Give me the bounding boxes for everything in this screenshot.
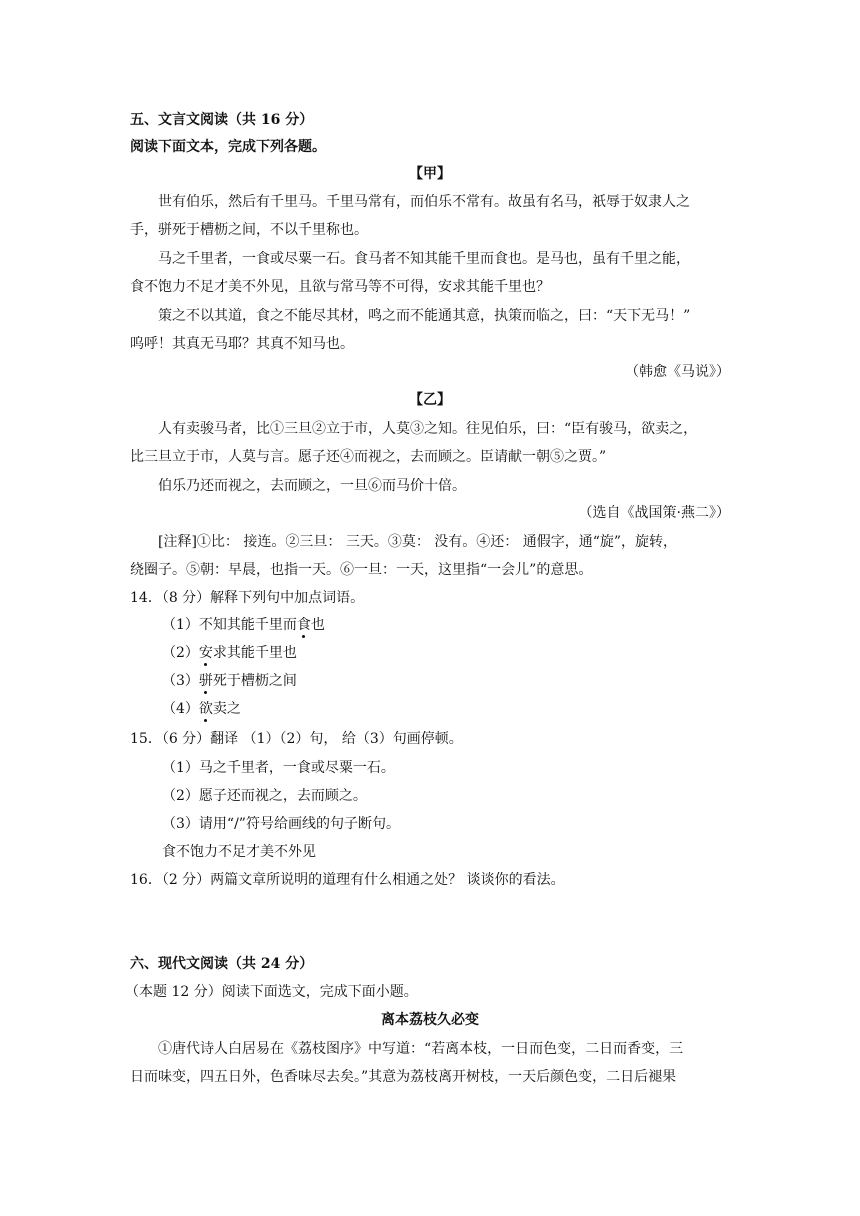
- question-14-stem: 14．（8 分）解释下列句中加点词语。: [130, 590, 365, 606]
- sentence-to-punctuate: 食不饱力不足才美不外见: [162, 844, 316, 860]
- jia-p3-line2: 呜呼！其真无马耶？其真不知马也。: [130, 336, 354, 352]
- article-p1-line2: 日而味变，四五日外，色香味尽去矣。”其意为荔枝离开树枝，一天后颜色变，二日后褪果: [130, 1069, 677, 1085]
- passage-jia-label: 【甲】: [409, 166, 451, 182]
- question-14-item-3: [162, 671, 297, 691]
- question-14-item-1: [162, 615, 325, 635]
- jia-source: （韩愈《马说》）: [625, 364, 730, 380]
- question-16: 16．（2 分）两篇文章所说明的道理有什么相通之处？ 谈谈你的看法。: [130, 872, 565, 888]
- section6-instruction: （本题 12 分）阅读下面选文，完成下面小题。: [125, 984, 418, 1000]
- yi-p1-line1: 人有卖骏马者，比①三旦②立于市，人莫③之知。往见伯乐，曰：“臣有骏马，欲卖之，: [158, 421, 698, 437]
- item-text: 卖之: [212, 701, 241, 717]
- dotted-word: 食: [296, 617, 311, 633]
- jia-p2-line2: 食不饱力不足才美不外见，且欲与常马等不可得，安求其能千里也？: [130, 279, 550, 295]
- item-text: 求其能千里也: [212, 645, 297, 661]
- item-text: 也: [310, 617, 325, 633]
- question-15-item-2: （2）愿子还而视之，去而顾之。: [162, 788, 367, 804]
- article-p1-line1: ①唐代诗人白居易在《荔枝图序》中写道：“若离本枝，一日而色变，二日而香变，三: [158, 1041, 684, 1057]
- jia-p1-line1: 世有伯乐，然后有千里马。千里马常有，而伯乐不常有。故虽有名马，祇辱于奴隶人之: [158, 194, 690, 210]
- article-title: 离本荔枝久必变: [381, 1012, 479, 1028]
- jia-p3-line1: 策之不以其道，食之不能尽其材，鸣之而不能通其意，执策而临之，曰：“天下无马！”: [158, 308, 691, 324]
- dotted-word: 安: [198, 645, 213, 661]
- jia-p2-line1: 马之千里者，一食或尽粟一石。食马者不知其能千里而食也。是马也，虽有千里之能，: [158, 251, 690, 267]
- question-14-item-2: [162, 643, 297, 663]
- question-15-stem: 15．（6 分）翻译 （1）（2）句， 给（3）句画停顿。: [130, 731, 463, 747]
- jia-p1-line2: 手，骈死于槽枥之间，不以千里称也。: [130, 222, 368, 238]
- yi-source: （选自《战国策·燕二》）: [578, 505, 730, 521]
- item-text: （4）: [162, 701, 199, 717]
- question-15-item-1: （1）马之千里者，一食或尽粟一石。: [162, 760, 395, 776]
- dotted-word: 骈: [198, 673, 213, 689]
- yi-p2: 伯乐乃还而视之，去而顾之，一旦⑥而马价十倍。: [158, 478, 466, 494]
- passage-yi-label: 【乙】: [409, 392, 451, 408]
- question-15-item-3: （3）请用“/”符号给画线的句子断句。: [162, 816, 400, 832]
- yi-p1-line2: 比三旦立于市，人莫与言。愿子还④而视之，去而顾之。臣请献一朝⑤之贾。”: [130, 449, 607, 465]
- item-text: （3）: [162, 673, 199, 689]
- section5-instruction: 阅读下面文本，完成下列各题。: [130, 139, 326, 155]
- item-text: （1）不知其能千里而: [162, 617, 297, 633]
- annotations-line1: [注释]①比： 接连。②三旦： 三天。③莫： 没有。④还： 通假字，通“旋”，旋转，: [158, 534, 678, 550]
- item-text: 死于槽枥之间: [212, 673, 297, 689]
- section5-heading: 五、文言文阅读（共 16 分）: [130, 112, 314, 128]
- item-text: （2）: [162, 645, 199, 661]
- annotations-line2: 绕圈子。⑤朝：早晨，也指一天。⑥一旦：一天，这里指“一会儿”的意思。: [130, 562, 593, 578]
- question-14-item-4: [162, 699, 241, 719]
- section6-heading: 六、现代文阅读（共 24 分）: [130, 956, 314, 972]
- dotted-word: 欲: [198, 701, 213, 717]
